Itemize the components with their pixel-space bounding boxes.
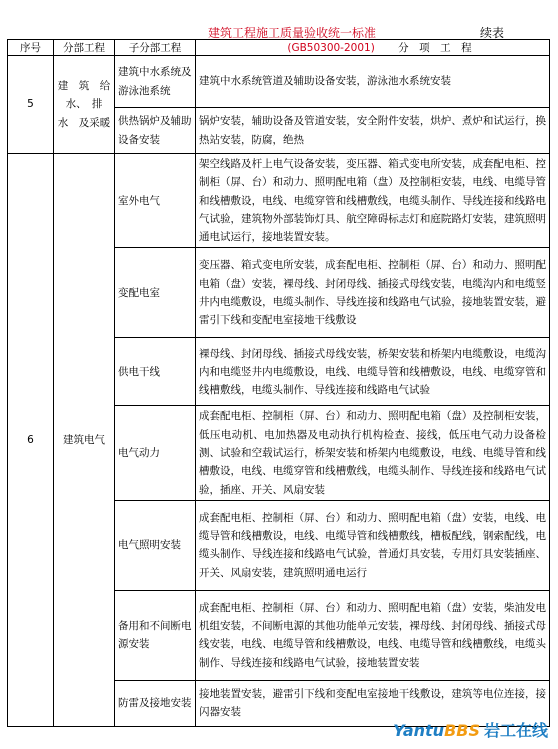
subdivision-items: 裸母线、封闭母线、插接式母线安装，桥架安装和桥架内电缆敷设，电缆沟内和电缆竖井内电缆敷设，电线、电缆导管和线槽敷设，电线、电缆穿管和线槽敷线，电缆头制作、导线连接和线路电气试验 [196, 338, 550, 406]
site-watermark: YantuBBS 岩工在线 [393, 721, 548, 740]
row-division: 建 筑 给水、 排 水 及采暖 [54, 56, 115, 154]
row-no: 6 [8, 154, 54, 727]
subdivision-items: 成套配电柜、控制柜（屏、台）和动力、照明配电箱（盘）安装，柴油发电机组安装，不间断电源的其他功能单元安装，裸母线、封闭母线、插接式母线安装，电线、电缆导管和线槽敷设，电线、电缆导管和线槽敷线，电缆头制作、导线连接和线路电气试验，接地装置安装 [196, 590, 550, 680]
header-row [8, 40, 550, 56]
document-title: 建筑工程施工质量验收统一标准 [208, 26, 377, 40]
subdivision-name: 电气照明安装 [115, 500, 196, 590]
header-division: 分部工程 [54, 40, 115, 56]
subdivision-items: 成套配电柜、控制柜（屏、台）和动力、照明配电箱（盘）安装，电线、电缆导管和线槽敷设，电线、电缆导管和线槽敷线，槽板配线，钢索配线，电缆头制作、导线连接和线路电气试验，普通灯具安装，专用灯具安装插座、开关、风扇安装，建筑照明通电运行 [196, 500, 550, 590]
table-row [8, 154, 550, 248]
subdivision-name: 供电干线 [115, 338, 196, 406]
subdivision-items: 建筑中水系统管道及辅助设备安装，游泳池水系统安装 [196, 56, 550, 108]
subdivision-name: 防雷及接地安装 [115, 680, 196, 726]
subdivision-name: 电气动力 [115, 406, 196, 500]
subdivision-name: 供热锅炉及辅助设备安装 [115, 108, 196, 154]
subdivision-name: 变配电室 [115, 248, 196, 338]
items-label: 分 项 工 程 [398, 41, 472, 54]
subdivision-items: 锅炉安装，辅助设备及管道安装，安全附件安装，烘炉、煮炉和试运行，换热站安装，防腐，绝热 [196, 108, 550, 154]
table-row [8, 56, 550, 108]
subdivision-name: 备用和不间断电源安装 [115, 590, 196, 680]
subdivision-items: 架空线路及杆上电气设备安装，变压器、箱式变电所安装，成套配电柜、控制柜（屏、台）和动力、照明配电箱（盘）及控制柜安装，电线、电缆导管和线槽敷设，电线、电缆穿管和线槽敷线，电缆头制作、导线连接和线路电气试验，建筑物外部装饰灯具、航空障碍标志灯和庭院路灯安装，建筑照明通电试运行，接地装置安装。 [196, 154, 550, 248]
acceptance-table [7, 39, 550, 727]
header-items [196, 40, 550, 56]
subdivision-items: 变压器、箱式变电所安装，成套配电柜、控制柜（屏、台）和动力、照明配电箱（盘）安装，裸母线、封闭母线、插接式母线安装，电缆沟内和电缆竖井内电缆敷设，电缆头制作、导线连接和线路电气试验，接地装置安装，避雷引下线和变配电室接地干线敷设 [196, 248, 550, 338]
row-no: 5 [8, 56, 54, 154]
continued-label: 续表 [480, 26, 505, 40]
header-no: 序号 [8, 40, 54, 56]
subdivision-items: 接地装置安装，避雷引下线和变配电室接地干线敷设，建筑等电位连接，接闪器安装 [196, 680, 550, 726]
subdivision-name: 建筑中水系统及游泳池系统 [115, 56, 196, 108]
subdivision-items: 成套配电柜、控制柜（屏、台）和动力、照明配电箱（盘）及控制柜安装，低压电动机、电加热器及电动执行机构检查、接线，低压电气动力设备检测、试验和空载试运行，桥架安装和桥架内电缆敷设，电线、电缆导管和线槽敷设，电线、电缆穿管和线槽敷线，电缆头制作、导线连接和线路电气试验，插座、开关、风扇安装 [196, 406, 550, 500]
subdivision-name: 室外电气 [115, 154, 196, 248]
standard-code: (GB50300-2001) [287, 41, 375, 54]
row-division: 建筑电气 [54, 154, 115, 727]
header-subdivision: 子分部工程 [115, 40, 196, 56]
